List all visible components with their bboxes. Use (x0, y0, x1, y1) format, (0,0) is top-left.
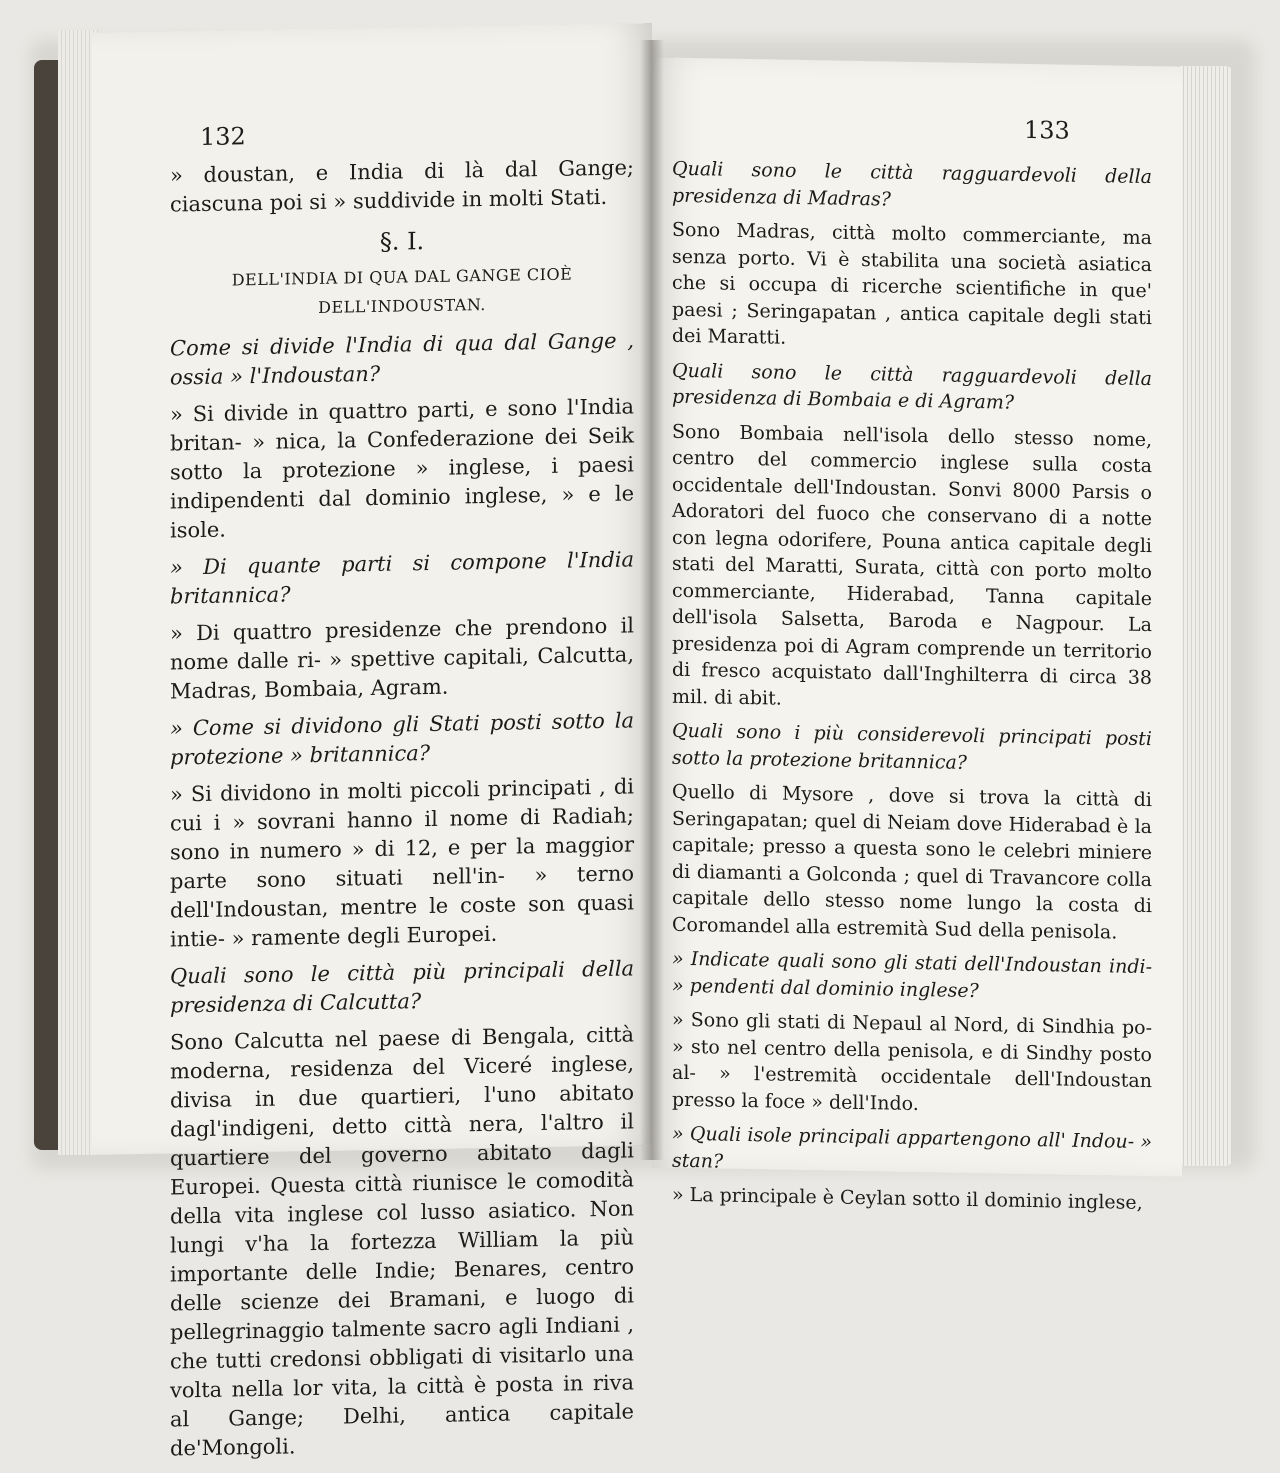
question: Quali sono le città ragguardevoli della presidenza di Bombaia e di Agram? (672, 359, 1152, 414)
paragraph: Quello di Mysore , dove si trova la città di Seringapatan; quel di Neiam dove Hiderabad è la capitale; presso a questa sono le celebri miniere di diamanti a Golconda ; quel di Travancore colla capitale dello stesso nome lungo la costa di Coromandel alla estremità Sud della penisola. (672, 780, 1152, 943)
paragraph: Sono Madras, città molto commerciante, ma senza porto. Vi è stabilita una società asiatica che si occupa di ricerche scientifiche in que' paesi ; Seringapatan , antica capitale degli stati dei Maratti. (672, 218, 1152, 349)
paragraph: Sono Calcutta nel paese di Bengala, città moderna, residenza del Viceré inglese, divisa in due quartieri, l'uno abitato dagl'indigeni, detto città nera, l'altro il quartiere del governo abitato dagli Europei. Questa città riunisce le comodità della vita inglese col lusso asiatico. Non lungi v'ha la fortezza William la più importante delle Indie; Benares, centro delle scienze dei Bramani, e luogo di pellegrinaggio talmente sacro agli Indiani , che tutti credonsi obbligati di visitarlo una volta nella lor vita, la città è posta in riva al Gange; Delhi, antica capitale de'Mongoli. (170, 1022, 634, 1461)
question: Quali sono le città ragguardevoli della presidenza di Madras? (672, 157, 1152, 211)
paragraph: » Sono gli stati di Nepaul al Nord, di Sindhia po- » sto nel centro della penisola, e di Sindhy posto al- » l'estremità occidentale dell'Indoustan presso la foce » dell'Indo. (672, 1008, 1152, 1115)
left-page-text (170, 153, 634, 1471)
left-page (92, 23, 652, 1461)
section-heading: DELL'INDIA DI QUA DAL GANGE CIOÈ DELL'INDOUSTAN. (231, 264, 573, 317)
section-mark: §. I. (379, 227, 425, 256)
book-gutter (640, 40, 664, 1160)
left-page-number: 132 (200, 122, 246, 152)
right-page-text (672, 156, 1152, 1225)
paragraph: » Si dividono in molti piccoli principati , di cui i » sovrani hanno il nome di Radiah; sono in numero » di 12, e per la maggior parte sono situati nell'in- » terno dell'Indoustan, mentre le coste son quasi intie- » ramente degli Europei. (170, 774, 634, 952)
paragraph: » doustan, e India di là dal Gange; ciascuna poi si » suddivide in molti Stati. (170, 155, 634, 217)
page-edges-right (1180, 66, 1232, 1166)
paragraph: » Si divide in quattro parti, e sono l'India britan- » nica, la Confederazione dei Seik sotto la protezione » inglese, i paesi indipendenti dal dominio inglese, » e le isole. (170, 394, 634, 543)
question: » Come si dividono gli Stati posti sotto la protezione » britannica? (170, 708, 634, 770)
question: Come si divide l'India di qua dal Gange , ossia » l'Indoustan? (170, 328, 634, 390)
paragraph: Sono Bombaia nell'isola dello stesso nome, centro del commercio inglese sulla costa occidentale dell'Indoustan. Sonvi 8000 Parsis o Adoratori del fuoco che conservano di a notte con legna odorifere, Pouna antica capitale degli stati del Maratti, Surata, città con porto molto commerciante, Hiderabad, Tanna capitale dell'isola Salsetta, Baroda e Nagpour. La presidenza poi di Agram comprende un territorio di fresco acquistato dall'Inghilterra di circa 38 mil. di abit. (672, 420, 1152, 710)
question: Quali sono i più considerevoli principati posti sotto la protezione britannica? (672, 719, 1152, 774)
question: » Indicate quali sono gli stati dell'Indoustan indi- » pendenti dal dominio inglese? (672, 947, 1152, 1002)
paragraph: » La principale è Ceylan sotto il dominio inglese, (672, 1183, 1143, 1214)
question: » Di quante parti si compone l'India britannica? (170, 547, 634, 609)
right-page-number: 133 (1024, 115, 1070, 145)
right-page (652, 57, 1182, 1214)
paragraph: » Di quattro presidenze che prendono il nome dalle ri- » spettive capitali, Calcutta, Madras, Bombaia, Agram. (170, 613, 634, 704)
question: » Quali isole principali appartengono all' Indou- » stan? (672, 1122, 1152, 1173)
question: Quali sono le città più principali della presidenza di Calcutta? (170, 956, 634, 1018)
